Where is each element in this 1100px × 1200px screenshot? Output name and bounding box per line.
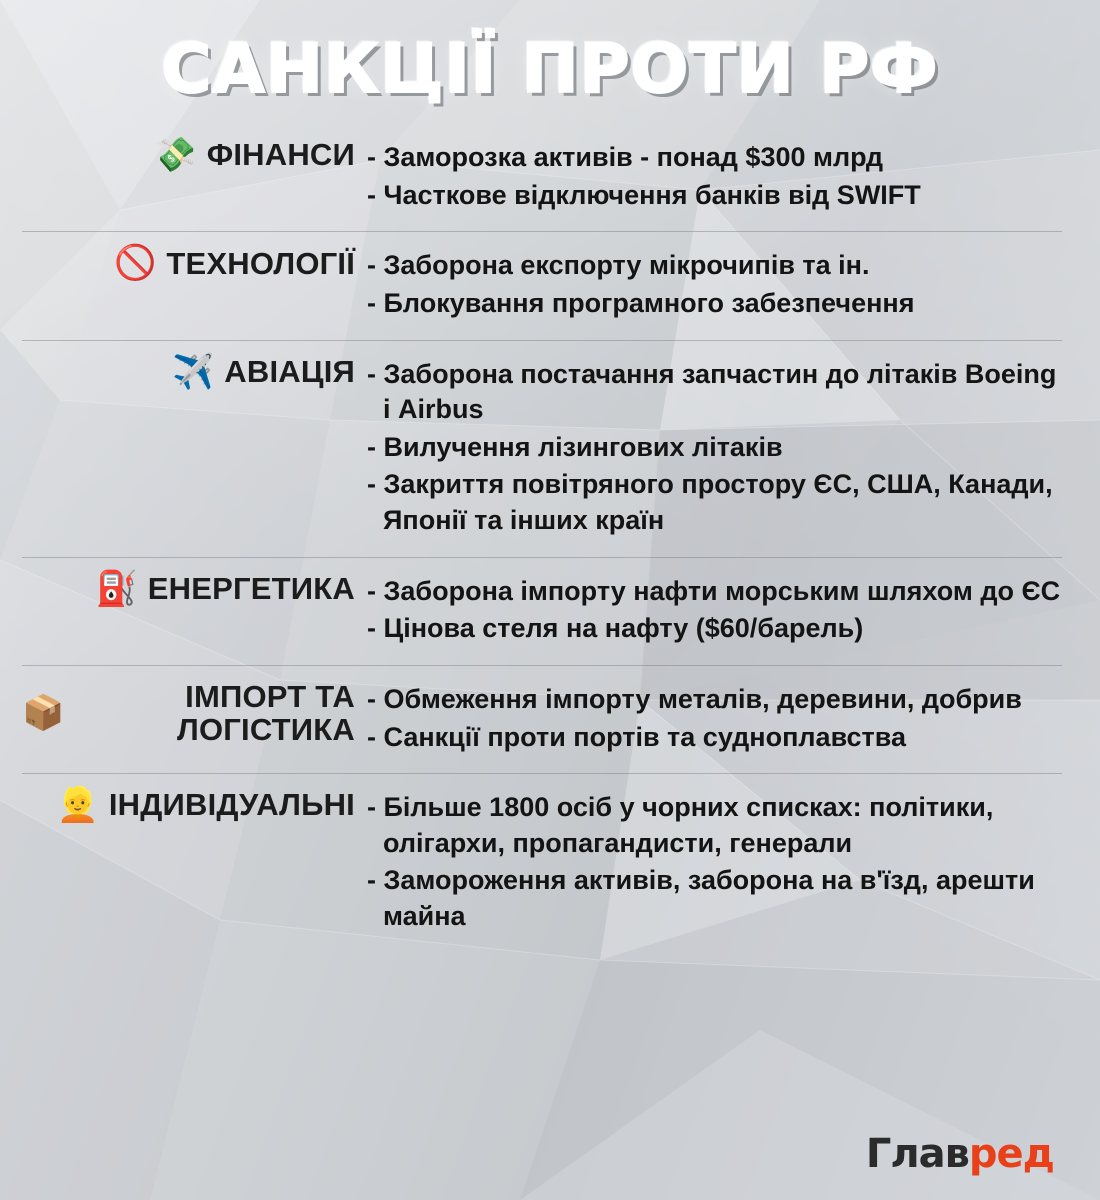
list-bullet: - Більше 1800 осіб у чорних списках: політики, олігархи, пропагандисти, генерали — [367, 792, 994, 858]
list-bullet: - Заборона постачання запчастин до літаків Boeing і Airbus — [367, 358, 1057, 425]
airplane-icon: ✈️ — [171, 351, 215, 392]
list-item — [22, 231, 1062, 339]
money-with-wings-icon: 💸 — [154, 135, 197, 175]
brand-logo — [865, 1131, 1054, 1177]
category-label: ФІНАНСИ — [206, 137, 355, 173]
sanctions-list — [22, 134, 1062, 953]
list-bullet: - Цінова стеля на нафту ($60/барель) — [367, 613, 864, 644]
list-bullet: - Блокування програмного забезпечення — [367, 287, 915, 318]
person-icon: 👱 — [56, 785, 99, 826]
list-bullet: - Заборона експорту мікрочипів та ін. — [367, 250, 870, 281]
package-icon: 📦 — [22, 693, 65, 734]
category-technology — [22, 243, 367, 284]
list-item — [22, 557, 1062, 665]
category-items — [367, 246, 1062, 323]
list-bullet: - Закриття повітряного простору ЄС, США, Канади, Японії та інших країн — [367, 469, 1053, 535]
category-individual — [22, 785, 367, 826]
category-label: ЕНЕРГЕТИКА — [147, 570, 355, 606]
category-label: ТЕХНОЛОГІЇ — [166, 245, 355, 281]
logo-part-accent: ред — [968, 1131, 1054, 1177]
category-items — [367, 572, 1062, 649]
prohibited-icon: 🚫 — [114, 243, 157, 284]
page-title: САНКЦІЇ ПРОТИ РФ — [161, 30, 939, 109]
category-import-logistics — [22, 680, 367, 747]
list-bullet: - Вилучення лізингових літаків — [367, 431, 783, 462]
category-items — [367, 680, 1062, 757]
category-items — [367, 788, 1062, 937]
logo-part-primary: Глав — [865, 1131, 969, 1177]
list-item — [22, 773, 1062, 953]
category-aviation — [22, 351, 367, 392]
list-bullet: - Санкції проти портів та судноплавства — [367, 721, 906, 752]
list-item — [22, 665, 1062, 773]
category-energy — [22, 568, 367, 609]
category-items — [367, 355, 1062, 541]
list-bullet: - Обмеження імпорту металів, деревини, добрив — [367, 683, 1022, 714]
category-finance — [22, 135, 367, 175]
list-item — [22, 340, 1062, 557]
list-bullet: - Заморозка активів - понад $300 млрд — [367, 142, 884, 172]
category-items — [367, 138, 1062, 215]
list-bullet: - Замороження активів, заборона на в'їзд, арешти майна — [367, 865, 1035, 931]
category-label: АВІАЦІЯ — [224, 353, 355, 389]
category-label: ІМПОРТ ТА ЛОГІСТИКА — [177, 678, 355, 748]
list-bullet: - Часткове відключення банків від SWIFT — [367, 179, 921, 210]
fuel-pump-icon: ⛽ — [95, 568, 138, 609]
list-bullet: - Заборона імпорту нафти морським шляхом до ЄС — [367, 575, 1061, 606]
list-item — [22, 134, 1062, 231]
category-label: ІНДИВІДУАЛЬНІ — [108, 787, 355, 823]
